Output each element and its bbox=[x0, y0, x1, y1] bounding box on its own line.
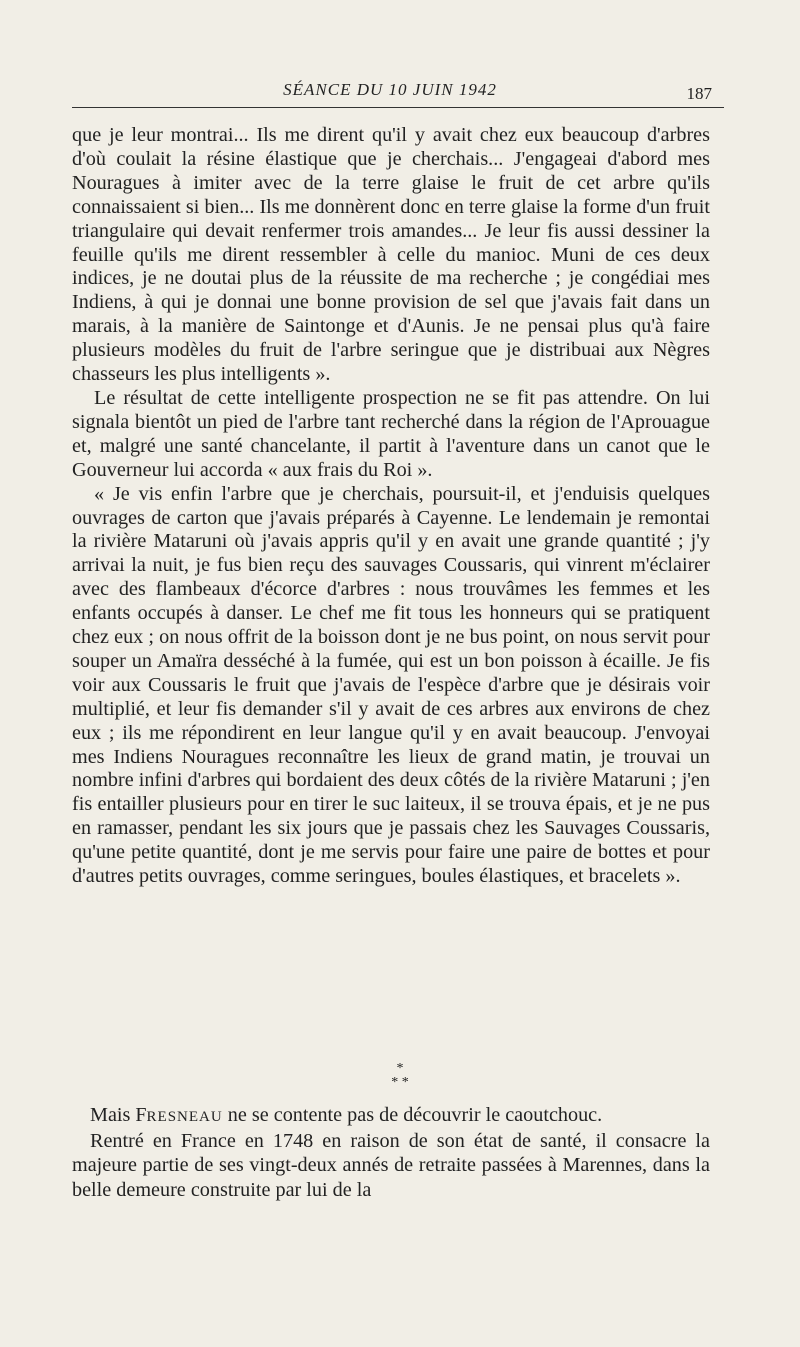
name-smallcaps: RESNEAU bbox=[146, 1109, 223, 1125]
asterism-top: * bbox=[396, 1061, 404, 1076]
paragraph-5: Rentré en France en 1748 en raison de son état de santé, il consacre la majeure partie de ses vingt-deux annés de retraite passées à Marennes, dans la belle demeure construite par lui de la bbox=[72, 1130, 710, 1201]
paragraph-4 bbox=[72, 1103, 710, 1129]
paragraph-3: « Je vis enfin l'arbre que je cherchais, poursuit-il, et j'enduisis quelques ouvrages de carton que j'avais préparés à Cayenne. Le lendemain je remontai la rivière Mataruni où j'avais appris qu'il y en avait une grande quantité ; j'y arrivai la nuit, je fus bien reçu des sauvages Coussaris, qui vinrent m'éclairer avec des flambeaux d'écorce d'arbres : nous trouvâmes les femmes et les enfants occupés à danser. Le chef me fit tous les honneurs qui se pratiquent chez eux ; on nous offrit de la boisson dont je ne bus point, on nous servit pour souper un Amaïra desséché à la fumée, qui est un bon poisson à écaille. Je fis voir aux Coussaris le fruit que j'avais de l'espèce d'arbre que je désirais voir multiplié, et leur fis demander s'il y avait de ces arbres aux environs de chez eux ; ils me répondirent en leur langue qu'il y en avait beaucoup. J'envoyai mes Indiens Nouragues reconnaître les lieux de grand matin, je trouvai un nombre infini d'arbres qui bordaient des deux côtés de la rivière Mataruni ; j'en fis entailler plusieurs pour en tirer le suc laiteux, il se trouva épais, et je ne pus en ramasser, pendant les six jours que je passais chez les Sauvages Coussaris, qu'une petite quantité, dont je me servis pour faire une paire de bottes et pour d'autres petits ouvrages, comme seringues, boules élastiques, et bracelets ». bbox=[72, 482, 710, 888]
page-header bbox=[72, 76, 712, 106]
name-initial: F bbox=[135, 1104, 147, 1126]
header-rule bbox=[72, 107, 724, 108]
page-number: 187 bbox=[686, 84, 712, 103]
main-text bbox=[72, 124, 710, 889]
running-head: SÉANCE DU 10 JUIN 1942 bbox=[283, 80, 497, 99]
p4-end: ne se contente pas de découvrir le caoutchouc. bbox=[227, 1104, 603, 1126]
asterism-bottom: * * bbox=[391, 1075, 409, 1090]
paragraph-1: que je leur montrai... Ils me dirent qu'il y avait chez eux beaucoup d'arbres d'où coulait la résine élastique que je cherchais... J'engageai d'abord mes Nouragues à imiter avec de la terre glaise le fruit de cet arbre qu'ils connaissaient si bien... Ils me donnèrent donc en terre glaise la forme d'un fruit triangulaire qui devait renfermer trois amandes... Je leur fis aussi dessiner la feuille qu'ils me dirent ressembler à celle du manioc. Muni de ces deux indices, je ne doutai plus de la réussite de ma recherche ; je congédiai mes Indiens, à qui je donnai une bonne provision de sel que j'avais fait dans un marais, à la manière de Saintonge et d'Aunis. Je ne pensai plus qu'à faire plusieurs modèles du fruit de l'arbre seringue que je distribuai aux Nègres chasseurs les plus intelligents ». bbox=[72, 124, 710, 386]
closing-text bbox=[72, 1103, 710, 1202]
paragraph-2: Le résultat de cette intelligente prospection ne se fit pas attendre. On lui signala bientôt un pied de l'arbre tant recherché dans la région de l'Aprouague et, malgré une santé chancelante, il partit à l'aventure dans un canot que le Gouverneur lui accorda « aux frais du Roi ». bbox=[72, 386, 710, 481]
section-asterism bbox=[0, 1062, 800, 1090]
p4-start: Mais bbox=[90, 1104, 131, 1126]
